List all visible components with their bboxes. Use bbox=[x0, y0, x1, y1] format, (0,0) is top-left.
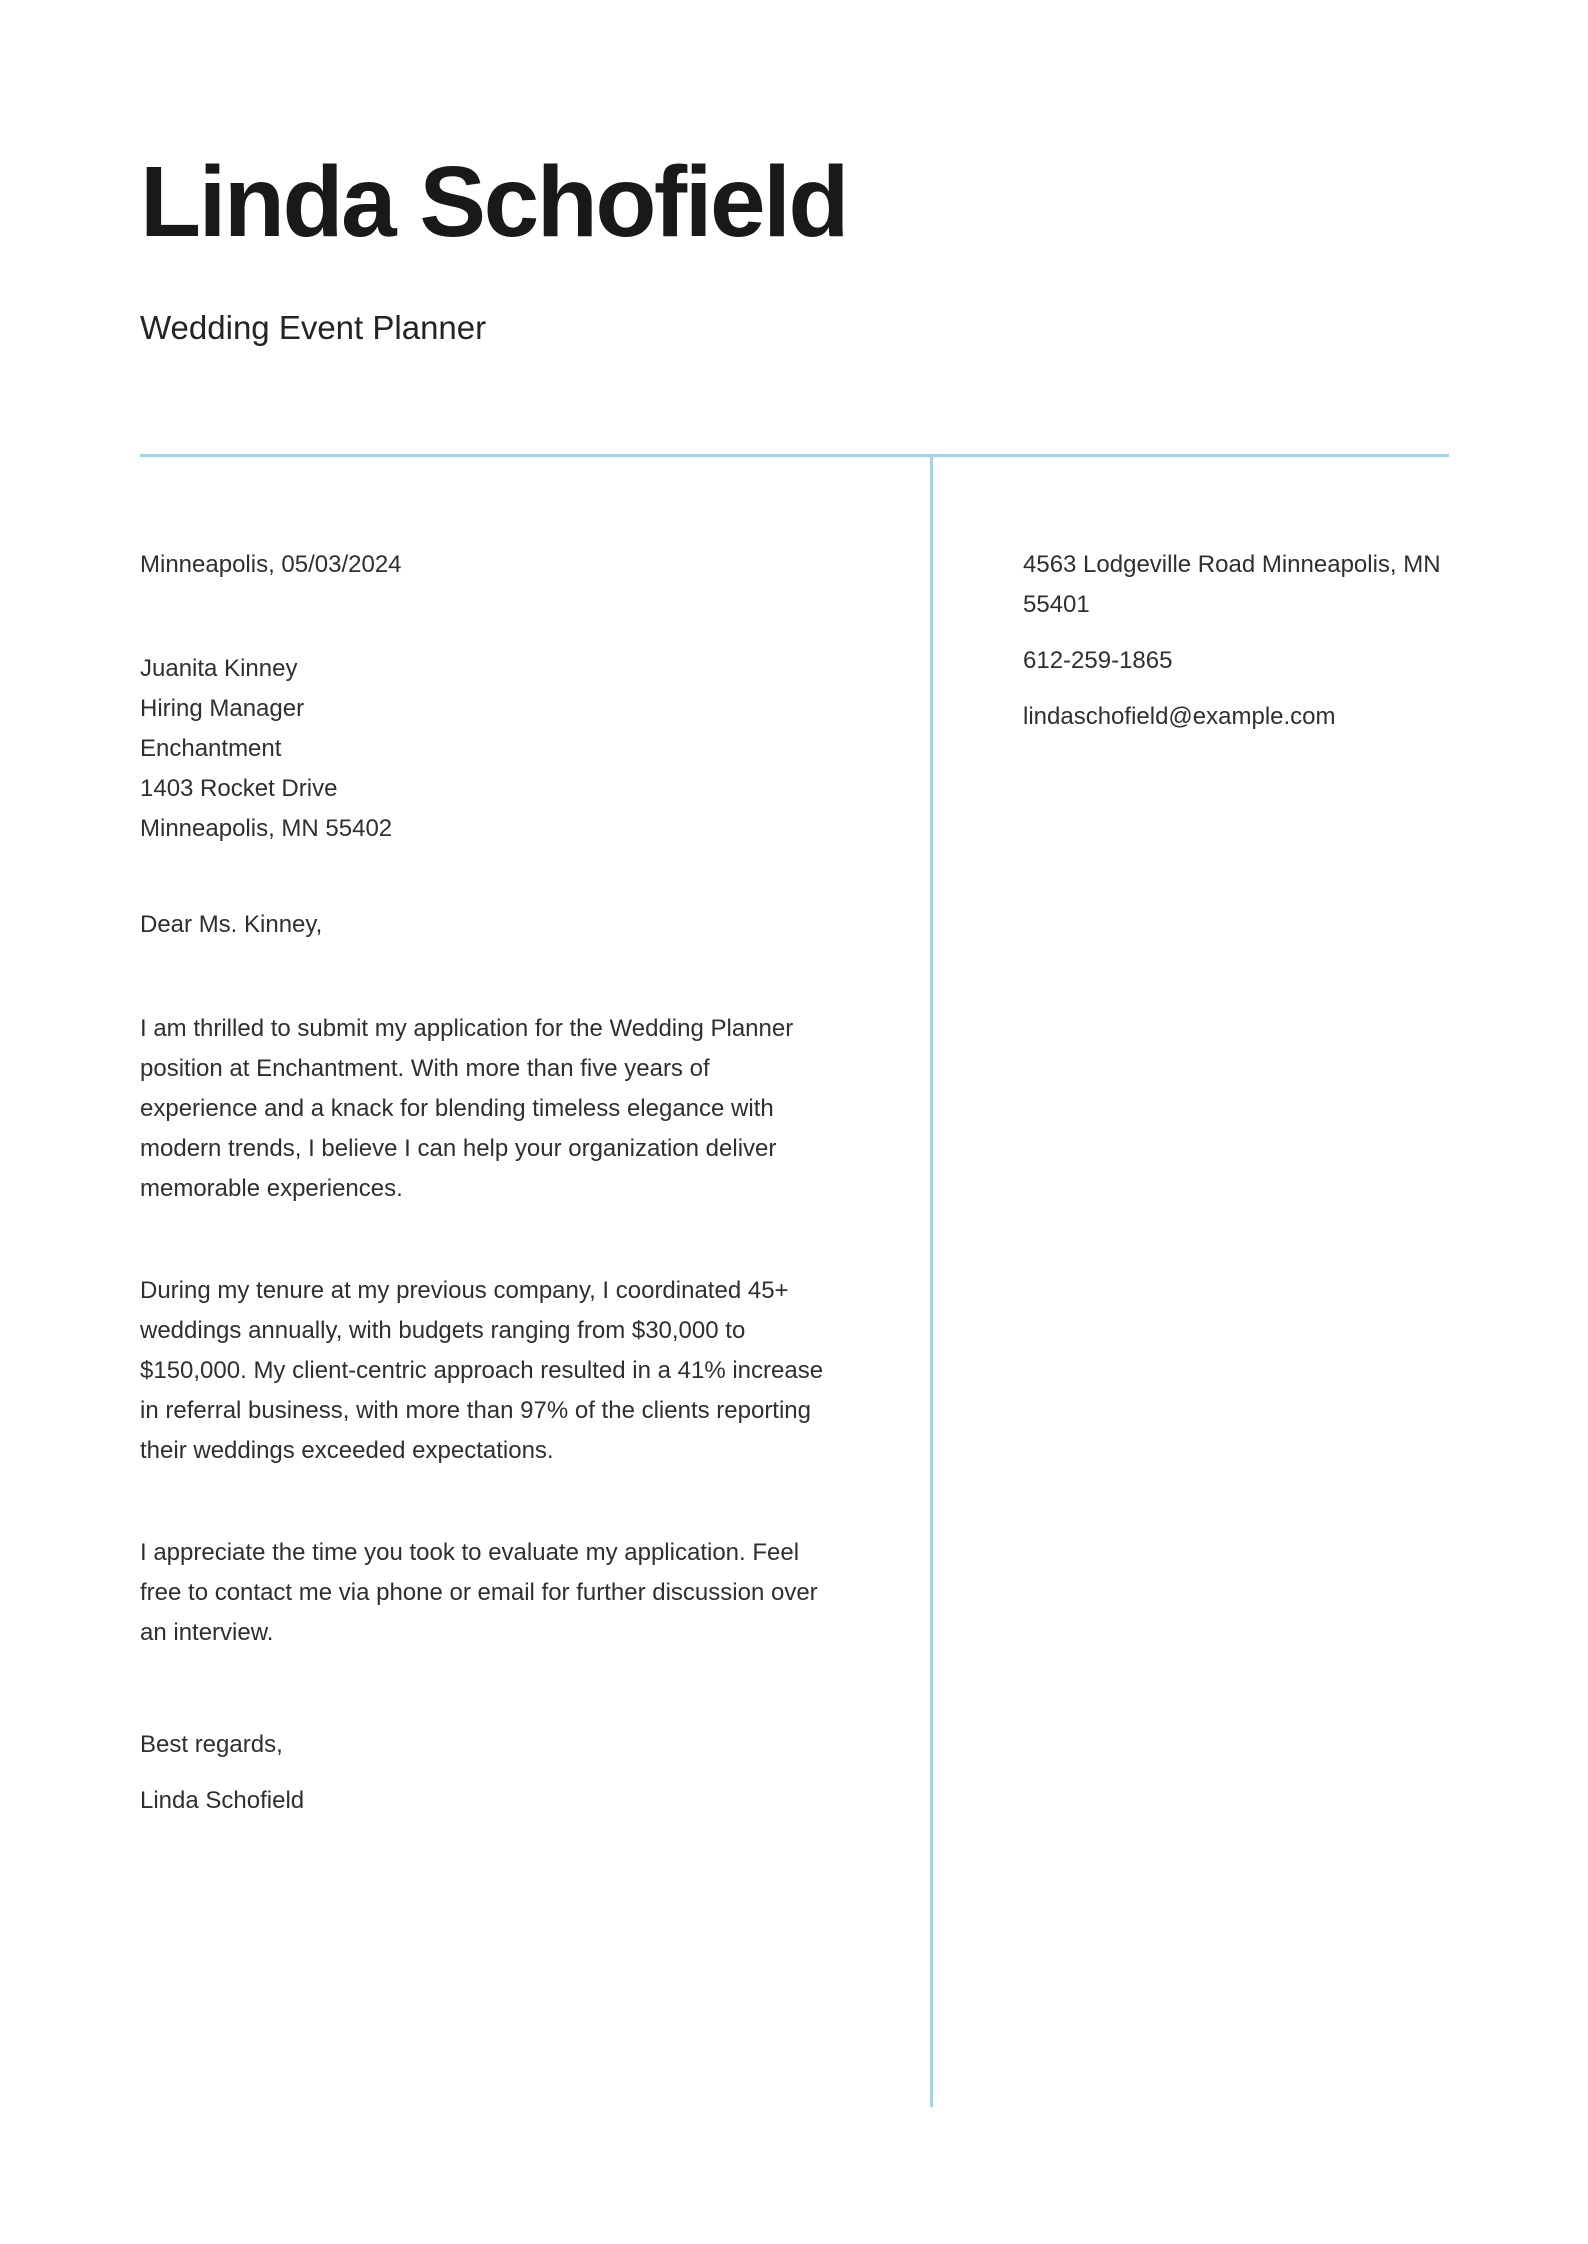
applicant-name: Linda Schofield bbox=[140, 146, 847, 258]
salutation: Dear Ms. Kinney, bbox=[140, 911, 323, 938]
letter-body bbox=[140, 457, 1449, 2107]
contact-address: 4563 Lodgeville Road Minneapolis, MN 55401 bbox=[1023, 551, 1441, 618]
body-paragraph-1: I am thrilled to submit my application for the Wedding Planner position at Enchantment. With more than five years of experience and a knack for blending timeless elegance with modern trends, I believe I can help your organization deliver memorable experiences. bbox=[140, 1015, 794, 1202]
recipient-company: Enchantment bbox=[140, 735, 282, 762]
contact-column bbox=[933, 457, 1449, 753]
letter-column bbox=[140, 457, 930, 1821]
body-paragraph-3: I appreciate the time you took to evaluate my application. Feel free to contact me via phone or email for further discussion over an interview. bbox=[140, 1539, 818, 1646]
closing-phrase: Best regards, bbox=[140, 1731, 283, 1758]
signature-name: Linda Schofield bbox=[140, 1787, 305, 1814]
contact-phone: 612-259-1865 bbox=[1023, 647, 1173, 674]
date-line: Minneapolis, 05/03/2024 bbox=[140, 551, 402, 578]
contact-email: lindaschofield@example.com bbox=[1023, 703, 1336, 730]
recipient-name: Juanita Kinney bbox=[140, 655, 298, 682]
recipient-title: Hiring Manager bbox=[140, 695, 305, 722]
recipient-street: 1403 Rocket Drive bbox=[140, 775, 338, 802]
applicant-job-title: Wedding Event Planner bbox=[140, 309, 487, 346]
body-paragraph-2: During my tenure at my previous company, I coordinated 45+ weddings annually, with budgets ranging from $30,000 to $150,000. My client-centric approach resulted in a 41% increase in referral business, with more than 97% of the clients reporting their weddings exceeded expectations. bbox=[140, 1277, 824, 1464]
recipient-block bbox=[140, 649, 830, 849]
recipient-city: Minneapolis, MN 55402 bbox=[140, 815, 393, 842]
